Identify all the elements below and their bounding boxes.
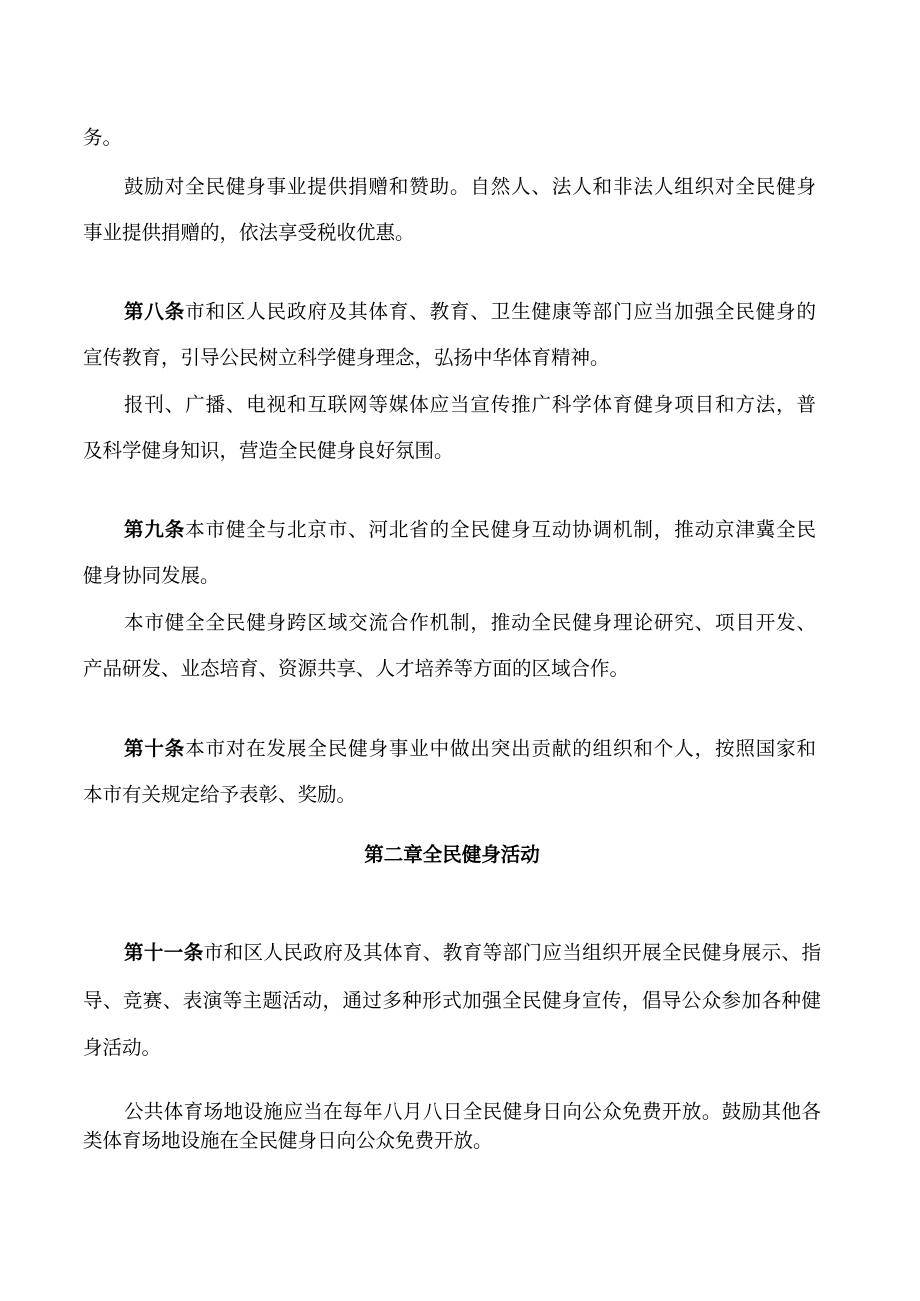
text-line: 宣传教育，引导公民树立科学健身理念，弘扬中华体育精神。 [83,346,610,369]
text-line: 报刊、广播、电视和互联网等媒体应当宣传推广科学体育健身项目和方法，普 [123,393,816,416]
text-line: 公共体育场地设施应当在每年八月八日全民健身日向公众免费开放。鼓励其他各 [123,1100,821,1123]
article-8 [83,289,816,381]
text-line: 务。 [83,126,123,149]
article-number: 第十一条 [123,941,204,964]
text-line [83,507,816,553]
paragraph-continuation [83,115,816,161]
paragraph-media [83,382,816,474]
text-line: 产品研发、业态培育、资源共享、人才培养等方面的区域合作。 [83,657,630,680]
text-line: 事业提供捐赠的，依法享受税收优惠。 [83,221,415,244]
text-line: 健身协同发展。 [83,564,220,587]
text-line: 本市健全全民健身跨区域交流合作机制，推动全民健身理论研究、项目开发、 [123,611,816,634]
text-line: 本市有关规定给予表彰、奖励。 [83,783,357,806]
article-text: 市和区人民政府及其体育、教育、卫生健康等部门应当加强全民健身的 [185,300,816,323]
article-number: 第十条 [123,737,186,760]
article-text: 本市健全与北京市、河北省的全民健身互动协调机制，推动京津冀全民 [185,518,816,541]
text-line [83,929,821,977]
text-line: 鼓励对全民健身事业提供捐赠和赞助。自然人、法人和非法人组织对全民健身 [123,175,816,198]
text-line: 导、竞赛、表演等主题活动，通过多种形式加强全民健身宣传，倡导公众参加各种健 [83,988,821,1012]
text-line: 类体育场地设施在全民健身日向公众免费开放。 [83,1129,493,1152]
chapter-title: 第二章全民健身活动 [364,843,540,866]
article-text: 本市对在发展全民健身事业中做出突出贡献的组织和个人，按照国家和 [185,737,816,760]
article-number: 第九条 [123,518,186,541]
paragraph-donation [83,164,816,256]
article-10 [83,726,816,818]
text-line [83,726,816,772]
paragraph-free-opening [83,1097,821,1155]
article-text: 市和区人民政府及其体育、教育等部门应当组织开展全民健身展示、指 [203,941,821,964]
text-line [83,289,816,335]
article-9 [83,507,816,599]
text-line: 及科学健身知识，营造全民健身良好氛围。 [83,439,454,462]
text-line: 身活动。 [83,1036,162,1059]
paragraph-regional [83,600,816,692]
article-number: 第八条 [123,300,186,323]
article-11 [83,929,821,1072]
